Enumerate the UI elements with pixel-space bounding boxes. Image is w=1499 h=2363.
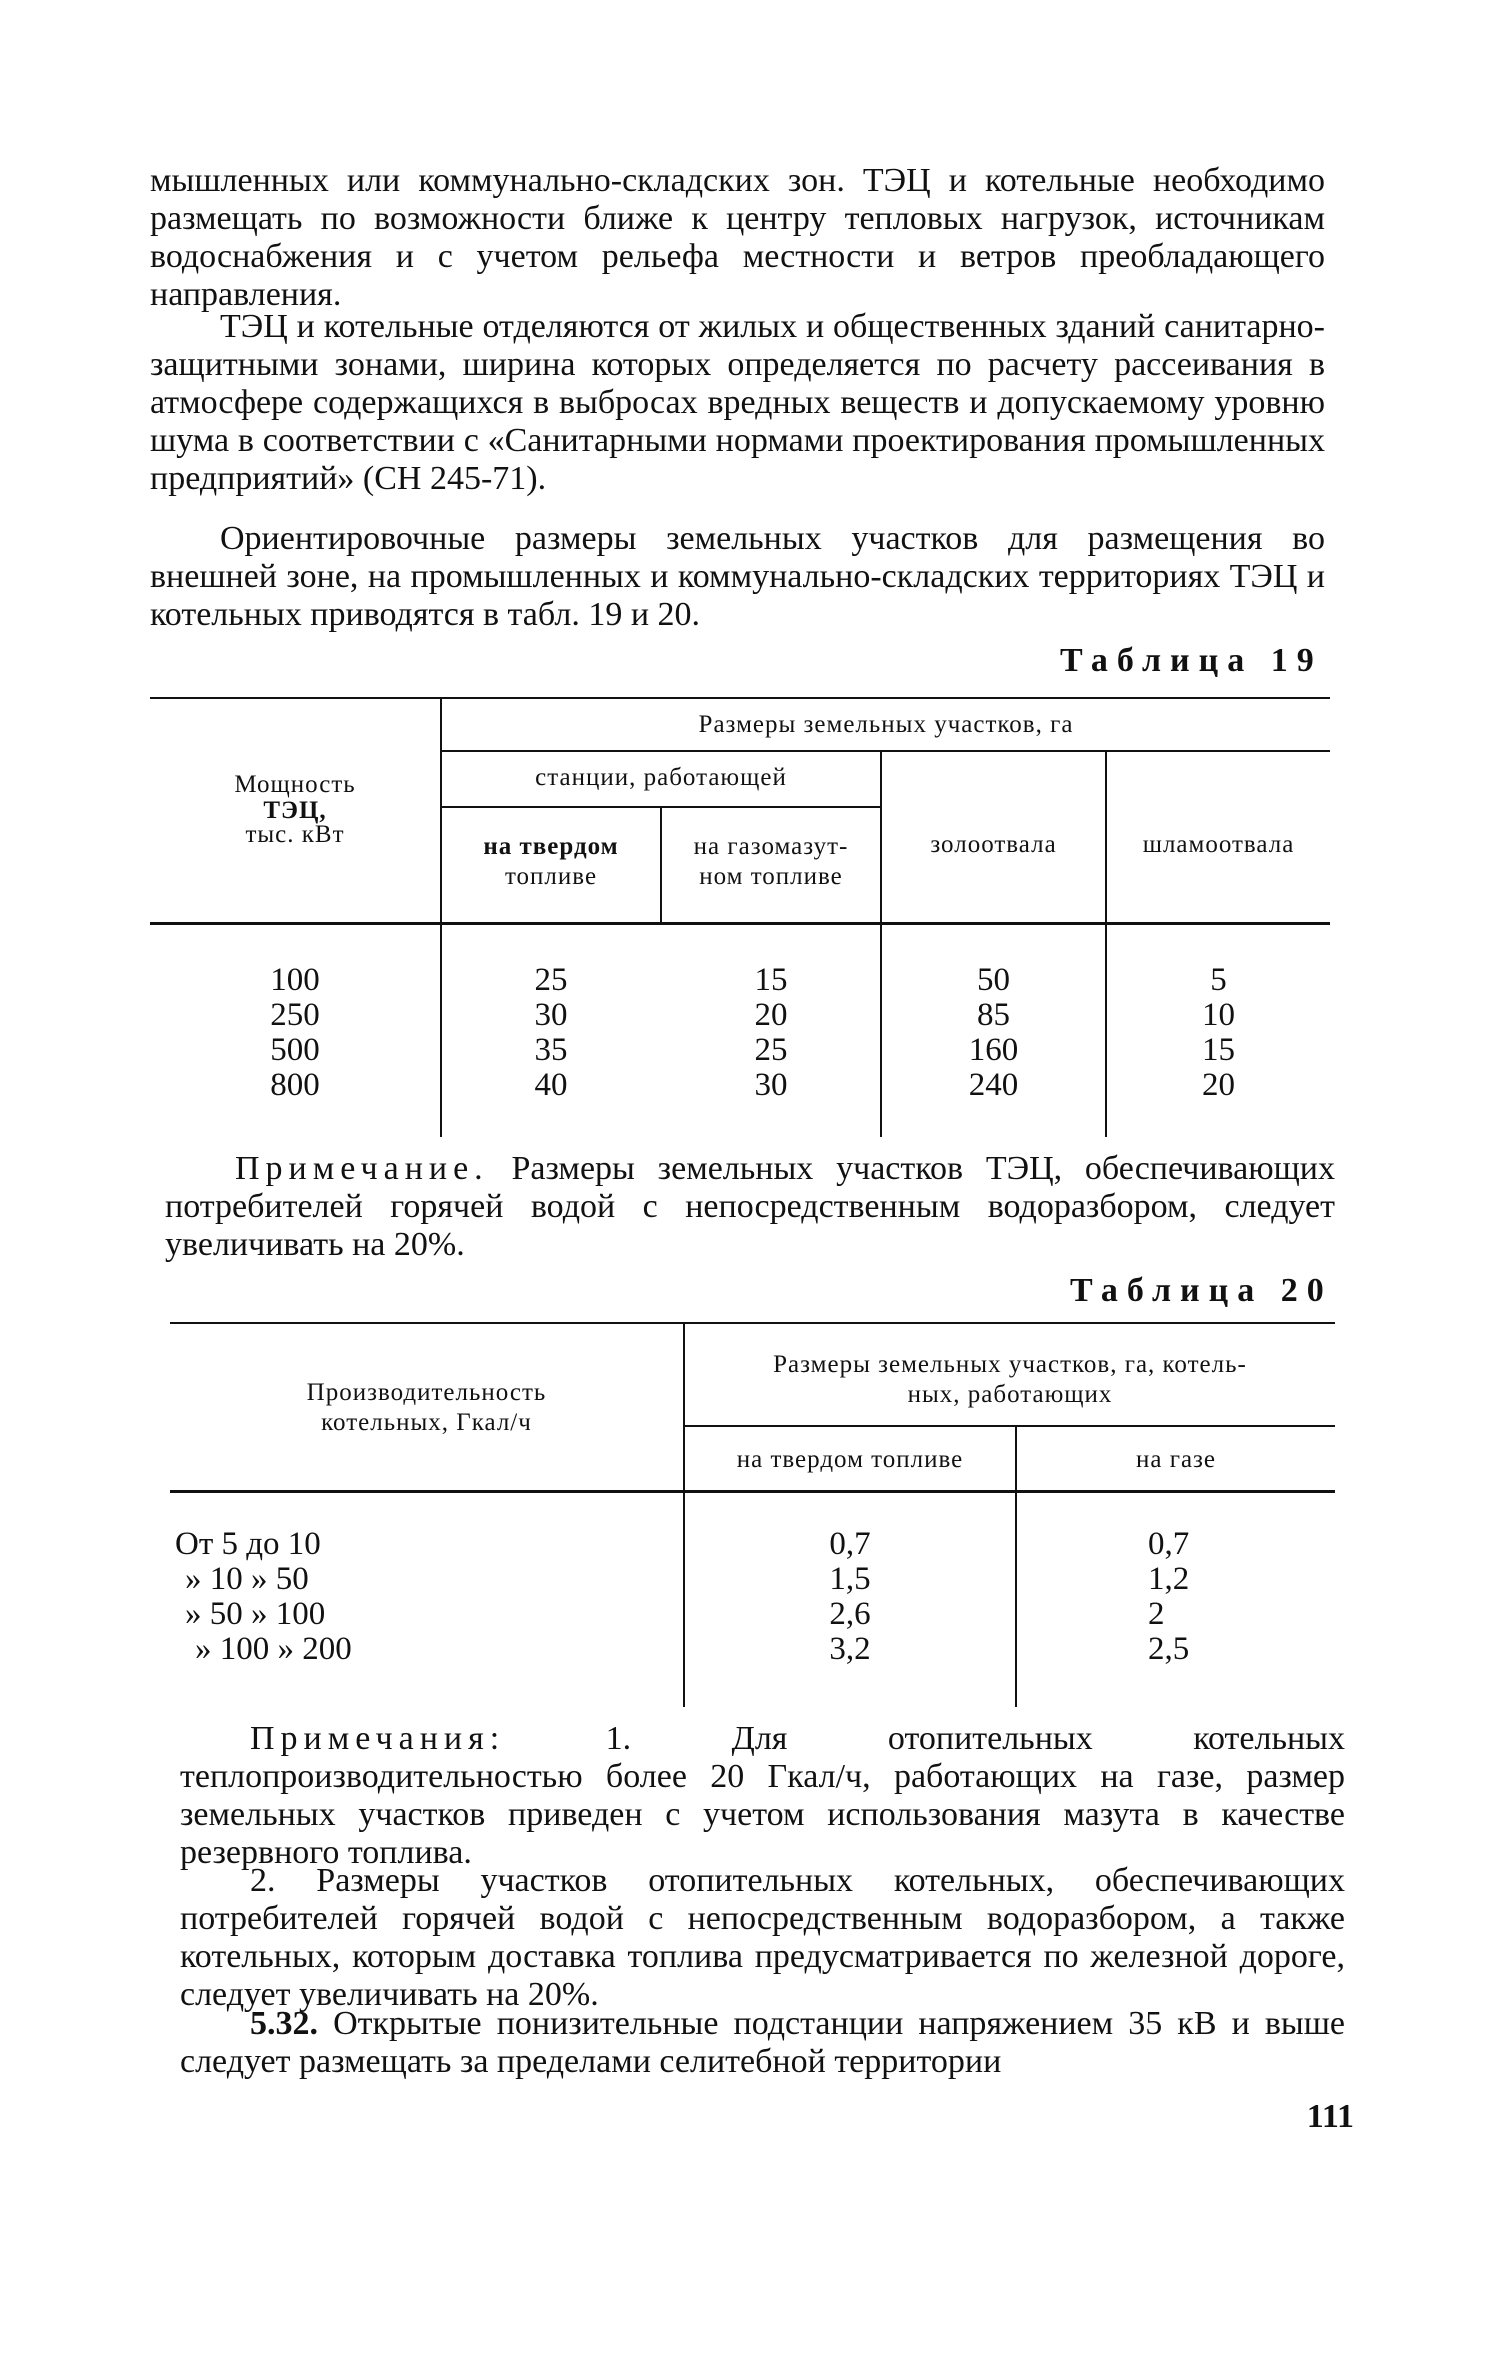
table-cell: » 100 » 200: [195, 1631, 352, 1667]
table-cell: 15: [754, 962, 788, 998]
table20-header-gas: на газе: [1135, 1446, 1217, 1473]
table19-header-gasfuel-2: ном топливе: [699, 863, 843, 890]
table20-col-capacity: [175, 1527, 675, 1667]
table-cell: 15: [1202, 1032, 1235, 1068]
table-cell: » 50 » 100: [185, 1596, 326, 1632]
table19-header-solid-2: топливе: [504, 863, 598, 890]
table20-notes-label: Примечания:: [250, 1720, 506, 1757]
table19-caption: Таблица 19: [1060, 642, 1323, 679]
table19-header-solid-1: на твердом: [483, 833, 619, 860]
table20-header-solid: на твердом топливе: [736, 1446, 964, 1473]
table-cell: 85: [977, 997, 1010, 1033]
table-cell: 25: [754, 1032, 788, 1068]
page-number: 111: [1306, 2098, 1354, 2135]
table19-header-station: станции, работающей: [535, 764, 787, 791]
table-cell: 160: [968, 1032, 1019, 1068]
table-cell: 800: [270, 1067, 320, 1103]
table-cell: 25: [534, 962, 568, 998]
table-cell: 2,5: [1148, 1631, 1190, 1667]
table20-note-1: [180, 1720, 1345, 1872]
table19-header-ash: золоотвала: [930, 831, 1057, 858]
table20-note-2: 2. Размеры участков отопительных котельных, обеспечивающих потребителей горячей водой с непосредственным водоразбором, а также котельных, которым доставка топлива предусматривается по железной дороге, следует увеличивать на 20%.: [180, 1862, 1345, 2013]
table20-col-gas: [1148, 1527, 1328, 1667]
table20-header-sizes-2: ных, работающих: [907, 1381, 1113, 1408]
table19-col-sludge: [1107, 963, 1330, 1103]
table-cell: 20: [1202, 1067, 1235, 1103]
table-cell: 35: [534, 1032, 568, 1068]
table-cell: 40: [534, 1067, 568, 1103]
table-cell: 100: [270, 962, 320, 998]
table19-header-sludge: шламоотвала: [1142, 831, 1295, 858]
table20-caption: Таблица 20: [1070, 1272, 1333, 1309]
table-cell: 30: [754, 1067, 788, 1103]
table19-header-power-2: ТЭЦ,: [263, 797, 327, 824]
table-cell: От 5 до 10: [175, 1526, 321, 1562]
table19-col-solid: [442, 963, 660, 1103]
intro-paragraph-2: ТЭЦ и котельные отделяются от жилых и общественных зданий санитарно-защитными зонами, ширина которых определяется по расчету рассеивания в атмосфере содержащихся в выбросах вредных веществ и допускаемому уровню шума в соответствии с «Санитарными нормами проектирования промышленных предприятий» (СН 245-71).: [150, 308, 1325, 497]
section-text: Открытые понизительные подстанции напряжением 35 кВ и выше следует размещать за пределами селитебной территории: [180, 2005, 1346, 2080]
section-5-32: [180, 2005, 1345, 2081]
table20-col-solid: [685, 1527, 1015, 1667]
table20-header-capacity-1: Производительность: [306, 1379, 547, 1406]
table-cell: 20: [754, 997, 788, 1033]
table19-header-power-1: Мощность: [234, 771, 356, 798]
table-cell: 30: [534, 997, 568, 1033]
intro-paragraph-1: мышленных или коммунально-складских зон. ТЭЦ и котельные необходимо размещать по возможности ближе к центру тепловых нагрузок, источникам водоснабжения и с учетом рельефа местности и ветров преобладающего направления.: [150, 162, 1325, 313]
table-cell: 50: [977, 962, 1010, 998]
table-cell: 0,7: [829, 1526, 871, 1562]
table-cell: 10: [1202, 997, 1235, 1033]
table-cell: 1,5: [829, 1561, 871, 1597]
table-cell: 500: [270, 1032, 320, 1068]
table-cell: 2: [1148, 1596, 1165, 1632]
table-cell: 3,2: [829, 1631, 871, 1667]
table20-header-capacity-2: котельных, Гкал/ч: [321, 1409, 532, 1436]
table20-note-1-text: 1. Для отопительных котельных теплопроизводительностью более 20 Гкал/ч, работающих на газе, размер земельных участков приведен с учетом использования мазута в качестве резервного топлива.: [180, 1720, 1346, 1871]
table-cell: 1,2: [1148, 1561, 1190, 1597]
table-cell: 240: [968, 1067, 1019, 1103]
table-cell: 0,7: [1148, 1526, 1190, 1562]
table19-col-gasfuel: [662, 963, 880, 1103]
table19-col-power: [150, 963, 440, 1103]
section-number: 5.32.: [250, 2005, 318, 2042]
table-cell: 2,6: [829, 1596, 871, 1632]
table19-col-ash: [882, 963, 1105, 1103]
table-cell: 250: [270, 997, 320, 1033]
table-cell: 5: [1210, 962, 1227, 998]
table19-note-text: Размеры земельных участков ТЭЦ, обеспечивающих потребителей горячей водой с непосредственным водоразбором, следует увеличивать на 20%.: [165, 1150, 1335, 1263]
table-cell: » 10 » 50: [185, 1561, 309, 1597]
intro-paragraph-3: Ориентировочные размеры земельных участков для размещения во внешней зоне, на промышленных и коммунально-складских территориях ТЭЦ и котельных приводятся в табл. 19 и 20.: [150, 520, 1325, 633]
table19-header-gasfuel-1: на газомазут-: [693, 833, 849, 860]
table19-note: [165, 1150, 1335, 1264]
table19-header-sizes: Размеры земельных участков, га: [698, 711, 1074, 738]
table19-header-power-3: тыс. кВт: [245, 821, 345, 848]
table19-note-label: Примечание.: [235, 1150, 489, 1187]
table20-header-sizes-1: Размеры земельных участков, га, котель-: [773, 1351, 1247, 1378]
